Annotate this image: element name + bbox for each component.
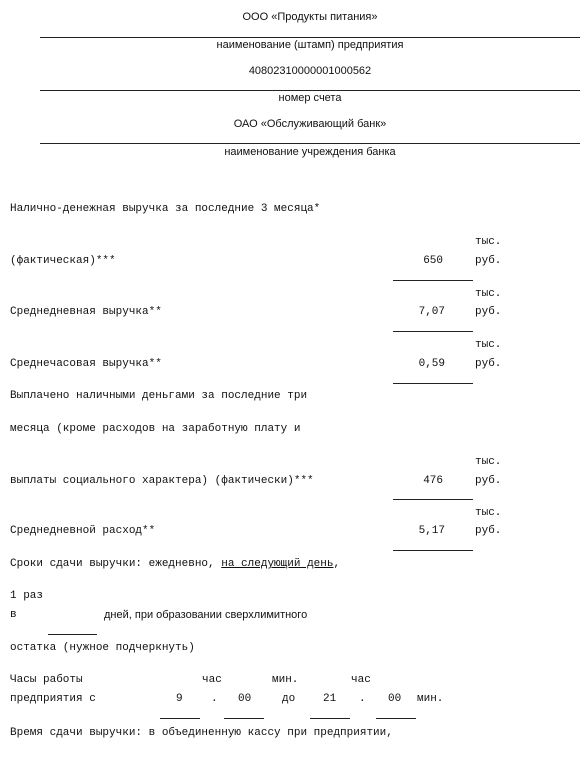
account-number: 40802310000001000562 [248, 65, 372, 77]
hour-label: час [202, 674, 222, 686]
hour-label-2: час [351, 674, 371, 686]
dot: . [359, 693, 366, 705]
divider [40, 90, 580, 91]
days-text: дней, при образовании сверхлимитного [104, 609, 308, 621]
unit-top: тыс. [475, 236, 502, 248]
end-hour-blank [310, 718, 350, 719]
cash-paid-line1: Выплачено наличными деньгами за последние три [10, 390, 308, 402]
actual-revenue-label: (фактическая)*** [10, 255, 116, 267]
delivery-terms-prefix: Сроки сдачи выручки: ежедневно, [10, 558, 215, 570]
hourly-revenue-label: Среднечасовая выручка** [10, 358, 162, 370]
min-suffix: мин. [417, 693, 444, 705]
value-underline [393, 383, 473, 384]
cash-paid-line3: выплаты социального характера) (фактически)*** [10, 475, 314, 487]
bank-caption: наименование учреждения банка [224, 146, 396, 158]
in-label: в [10, 609, 17, 621]
bank-name: ОАО «Обслуживающий банк» [233, 118, 387, 130]
end-hour: 21 [323, 693, 337, 705]
next-day-option: на следующий день [221, 558, 334, 570]
end-minute-blank [376, 718, 416, 719]
value-underline [393, 499, 473, 500]
unit-top: тыс. [475, 456, 502, 468]
unit-top: тыс. [475, 288, 502, 300]
unit-bottom: руб. [475, 306, 502, 318]
divider [40, 143, 580, 144]
unit-bottom: руб. [475, 525, 502, 537]
value-underline [393, 280, 473, 281]
cash-paid-line2: месяца (кроме расходов на заработную плату и [10, 423, 301, 435]
unit-bottom: руб. [475, 255, 502, 267]
unit-top: тыс. [475, 339, 502, 351]
delivery-terms [10, 558, 340, 570]
cash-paid-value: 476 [423, 475, 443, 487]
hours-label-line1: Часы работы [10, 674, 83, 686]
to-label: до [282, 693, 296, 705]
unit-bottom: руб. [475, 358, 502, 370]
daily-revenue-value: 7,07 [418, 306, 445, 318]
revenue-title: Налично-денежная выручка за последние 3 месяца* [10, 203, 321, 215]
remainder-note: остатка (нужное подчеркнуть) [10, 642, 195, 654]
value-underline [393, 331, 473, 332]
daily-expense-label: Среднедневной расход** [10, 525, 156, 537]
unit-top: тыс. [475, 507, 502, 519]
once-label: 1 раз [10, 590, 44, 602]
daily-revenue-label: Среднедневная выручка** [10, 306, 162, 318]
account-caption: номер счета [278, 92, 342, 104]
end-minute: 00 [388, 693, 402, 705]
min-label: мин. [272, 674, 299, 686]
hours-label-line2: предприятия с [10, 693, 96, 705]
hourly-revenue-value: 0,59 [418, 358, 445, 370]
unit-bottom: руб. [475, 475, 502, 487]
days-blank [48, 634, 97, 635]
actual-revenue-value: 650 [423, 255, 443, 267]
dot: . [211, 693, 218, 705]
organization-caption: наименование (штамп) предприятия [216, 39, 404, 51]
start-minute-blank [224, 718, 264, 719]
delivery-terms-suffix: , [333, 558, 341, 570]
daily-expense-value: 5,17 [418, 525, 445, 537]
organization-name: ООО «Продукты питания» [242, 11, 378, 23]
divider [40, 37, 580, 38]
start-hour: 9 [176, 693, 183, 705]
start-minute: 00 [238, 693, 252, 705]
delivery-time: Время сдачи выручки: в объединенную кассу при предприятии, [10, 727, 393, 739]
value-underline [393, 550, 473, 551]
start-hour-blank [160, 718, 200, 719]
